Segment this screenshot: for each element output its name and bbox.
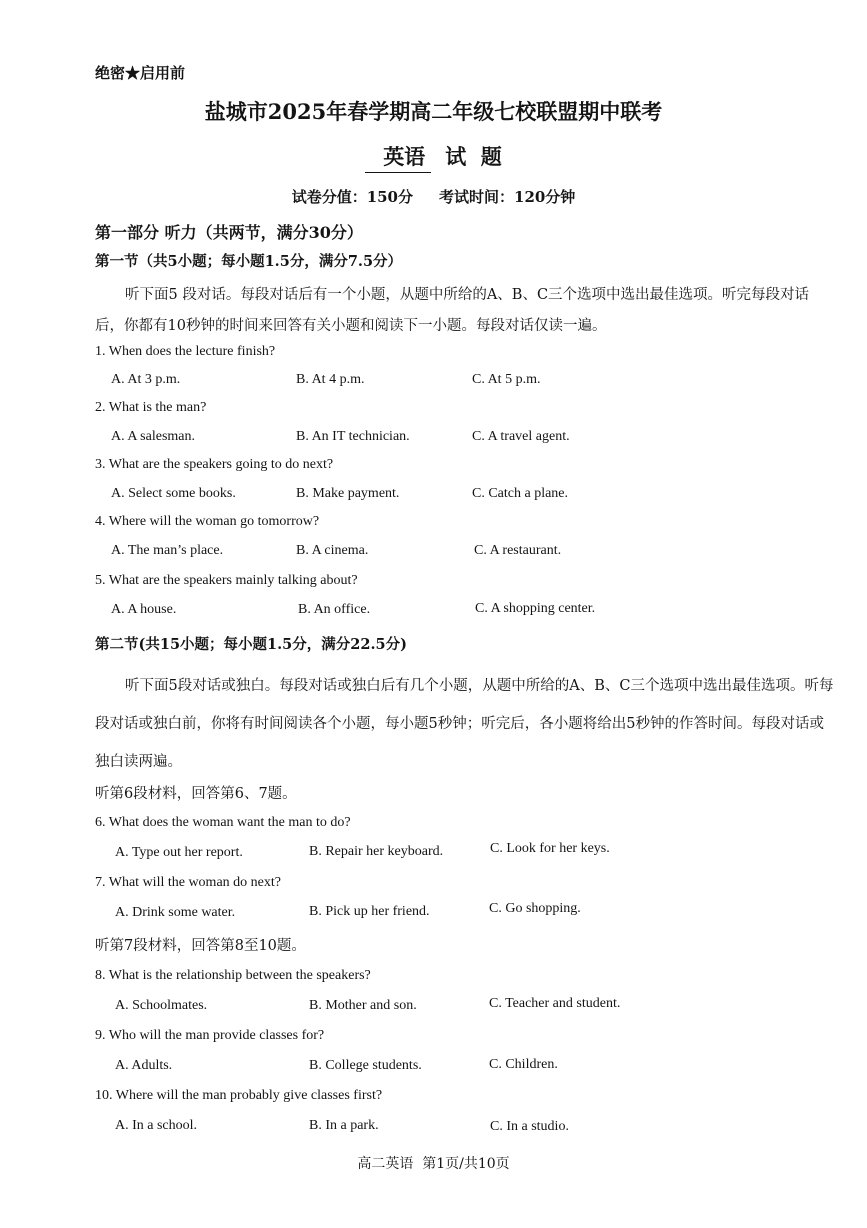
question-1: 1. When does the lecture finish? <box>95 344 276 359</box>
question-1-option-c: C. At 5 p.m. <box>472 372 541 387</box>
subject-name: 英语 <box>365 141 431 173</box>
question-5: 5. What are the speakers mainly talking about? <box>95 573 358 588</box>
question-9: 9. Who will the man provide classes for? <box>95 1028 325 1043</box>
question-5-option-a: A. A house. <box>111 602 177 617</box>
exam-word: 试 题 <box>445 144 502 169</box>
material-note-7: 听第7段材料，回答第8至10题。 <box>95 938 306 954</box>
exam-score: 试卷分值：150分 <box>291 188 413 206</box>
question-3-option-c: C. Catch a plane. <box>472 486 569 501</box>
section2-title: 第二节(共15小题；每小题1.5分，满分22.5分) <box>95 636 407 653</box>
question-7-option-b: B. Pick up her friend. <box>309 904 430 919</box>
part1-title: 第一部分 听力（共两节，满分30分） <box>95 223 363 242</box>
question-10-option-a: A. In a school. <box>115 1118 198 1133</box>
question-9-option-b: B. College students. <box>309 1058 422 1073</box>
question-3-option-b: B. Make payment. <box>296 486 400 501</box>
section2-instruction: 听下面5段对话或独白。每段对话或独白后有几个小题，从题中所给的A、B、C三个选项中选出最佳选项。听每段对话或独白前，你将有时间阅读各个小题，每小题5秒钟；听完后，各小题将给出5秒钟的作答时间。每段对话或独白读两遍。 <box>95 678 834 770</box>
question-2: 2. What is the man? <box>95 400 207 415</box>
question-1-option-b: B. At 4 p.m. <box>296 372 365 387</box>
question-2-option-b: B. An IT technician. <box>296 429 410 444</box>
question-5-option-b: B. An office. <box>298 602 371 617</box>
exam-time: 考试时间：120分钟 <box>439 188 576 206</box>
question-9-option-c: C. Children. <box>489 1057 558 1072</box>
question-9-option-a: A. Adults. <box>115 1058 173 1073</box>
question-10-option-c: C. In a studio. <box>490 1119 569 1134</box>
confidential-mark: 绝密★启用前 <box>95 64 186 82</box>
question-6-option-c: C. Look for her keys. <box>490 841 610 856</box>
question-4-option-b: B. A cinema. <box>296 543 369 558</box>
question-10: 10. Where will the man probably give classes first? <box>95 1088 383 1103</box>
question-8-option-c: C. Teacher and student. <box>489 996 621 1011</box>
question-6-option-b: B. Repair her keyboard. <box>309 844 444 859</box>
question-7-option-a: A. Drink some water. <box>115 905 236 920</box>
question-1-option-a: A. At 3 p.m. <box>111 372 181 387</box>
question-6-option-a: A. Type out her report. <box>115 845 243 860</box>
question-8: 8. What is the relationship between the speakers? <box>95 968 371 983</box>
question-4: 4. Where will the woman go tomorrow? <box>95 514 320 529</box>
exam-meta <box>0 186 867 207</box>
question-6: 6. What does the woman want the man to do? <box>95 815 351 830</box>
question-3-option-a: A. Select some books. <box>111 486 236 501</box>
question-5-option-c: C. A shopping center. <box>475 601 596 616</box>
question-3: 3. What are the speakers going to do next? <box>95 457 334 472</box>
question-7: 7. What will the woman do next? <box>95 875 281 890</box>
question-10-option-b: B. In a park. <box>309 1118 379 1133</box>
section1-instruction: 听下面5 段对话。每段对话后有一个小题，从题中所给的A、B、C三个选项中选出最佳选项。听完每段对话后，你都有10秒钟的时间来回答有关小题和阅读下一小题。每段对话仅读一遍。 <box>95 287 810 334</box>
question-2-option-c: C. A travel agent. <box>472 429 570 444</box>
material-note-6: 听第6段材料，回答第6、7题。 <box>95 786 297 802</box>
page-footer: 高二英语 第1页/共10页 <box>357 1156 510 1172</box>
exam-subject <box>0 141 867 173</box>
exam-title: 盐城市2025年春学期高二年级七校联盟期中联考 <box>204 99 663 124</box>
section1-title: 第一节（共5小题；每小题1.5分，满分7.5分） <box>95 253 403 270</box>
question-8-option-a: A. Schoolmates. <box>115 998 208 1013</box>
question-4-option-a: A. The man’s place. <box>111 543 224 558</box>
question-4-option-c: C. A restaurant. <box>474 543 562 558</box>
question-2-option-a: A. A salesman. <box>111 429 195 444</box>
question-7-option-c: C. Go shopping. <box>489 901 581 916</box>
question-8-option-b: B. Mother and son. <box>309 998 417 1013</box>
